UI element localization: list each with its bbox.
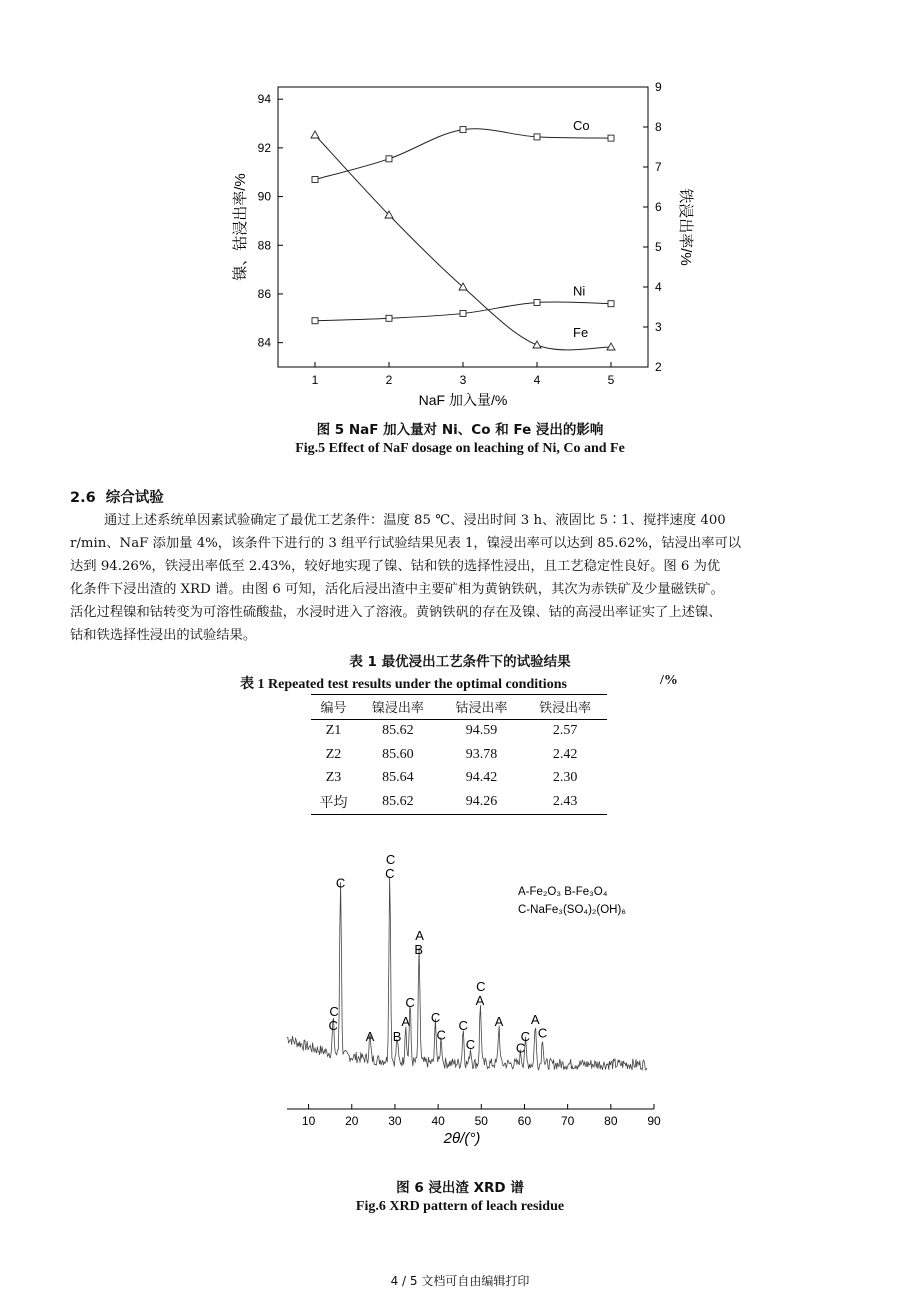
table-cell: 93.78	[465, 746, 498, 762]
table-cell: 94.42	[465, 770, 498, 786]
section-number: 2.6	[70, 490, 96, 506]
series-fe-point	[533, 341, 541, 348]
paragraph-line: 化条件下浸出渣的 XRD 谱。由图 6 可知，活化后浸出渣中主要矿相为黄钠铁矾，其次为赤铁矿及少量磁铁矿。	[70, 582, 724, 597]
fig5-y2-tick-label: 2	[655, 360, 662, 374]
fig5-x-tick-label: 4	[533, 373, 541, 387]
fig5-y2-tick-label: 8	[655, 120, 662, 134]
fig5-y2-tick-label: 6	[655, 200, 662, 214]
peak-label: C	[476, 979, 486, 995]
peak-label: C	[329, 1003, 339, 1019]
peak-label: A	[494, 1014, 504, 1029]
table-row	[311, 743, 607, 767]
table-cell: Z2	[325, 746, 342, 762]
fig5-caption-cn: 图 5 NaF 加入量对 Ni、Co 和 Fe 浸出的影响	[316, 422, 604, 438]
series-ni-label: Ni	[573, 283, 586, 299]
series-co-point	[312, 177, 318, 183]
peak-label: A	[415, 927, 424, 943]
table-header-cell: 编号	[311, 695, 356, 720]
table-cell: 85.64	[382, 770, 414, 786]
table-row	[311, 767, 607, 791]
table-header-row	[311, 695, 607, 720]
table-cell: 85.60	[382, 746, 414, 762]
fig5-markers	[311, 127, 615, 350]
fig6-x-tick-label: 90	[647, 1114, 661, 1128]
figure6-chart	[0, 851, 920, 1160]
fig5-y-axis-title: 镍、钴浸出率/%	[232, 173, 249, 281]
series-fe-label: Fe	[573, 325, 589, 340]
peak-label: C	[328, 1017, 338, 1033]
peak-label: B	[414, 941, 424, 957]
table1	[311, 694, 607, 815]
fig5-y-tick-label: 84	[257, 335, 271, 350]
series-ni-point	[534, 299, 540, 305]
paragraph-line: 通过上述系统单因素试验确定了最优工艺条件：温度 85 ℃、浸出时间 3 h、液固比 5∶1、搅拌速度 400	[104, 513, 726, 528]
fig5-y2-axis-title: 铁浸出率/%	[677, 188, 694, 266]
peak-label: C	[520, 1029, 531, 1045]
table-cell: 85.62	[356, 790, 440, 814]
fig5-y-tick-label: 94	[257, 92, 271, 107]
fig5-y2-tick-label: 3	[655, 320, 662, 334]
table-cell: 2.43	[523, 790, 607, 814]
table-cell: 2.30	[552, 770, 578, 786]
fig5-x-tick-label: 3	[459, 373, 467, 387]
fig5-x-tick-label: 5	[607, 373, 615, 387]
fig5-y2-tick-label: 9	[655, 80, 662, 94]
fig6-axes	[287, 1104, 661, 1128]
fig6-x-tick-label: 60	[517, 1114, 532, 1128]
fig6-x-tick-label: 20	[345, 1114, 359, 1128]
peak-label: C	[385, 851, 396, 867]
peak-label: C	[465, 1036, 476, 1052]
table-cell: Z3	[325, 770, 342, 786]
peak-label: A	[365, 1029, 375, 1045]
peak-label: C	[537, 1025, 548, 1041]
table-cell: 94.59	[465, 723, 498, 739]
fig6-peak-labels	[329, 852, 548, 1056]
section-paragraph	[70, 509, 870, 647]
series-fe-point	[607, 343, 615, 350]
fig6-x-tick-label: 30	[388, 1114, 402, 1128]
fig6-x-axis-title: 2θ/(°)	[443, 1130, 481, 1147]
peak-label: C	[335, 875, 346, 891]
series-co-point	[386, 156, 392, 162]
fig5-y-tick-label: 86	[257, 286, 271, 301]
table-cell: Z1	[325, 723, 342, 739]
table-row	[311, 719, 607, 743]
series-co-point	[460, 127, 466, 133]
peak-label: C	[436, 1027, 446, 1043]
table-cell: 2.57	[552, 723, 578, 739]
table-cell: 2.42	[552, 746, 578, 762]
series-ni-point	[312, 318, 318, 324]
section-heading	[70, 486, 164, 507]
peak-label: A	[530, 1012, 540, 1028]
fig5-series-labels	[573, 118, 590, 340]
peak-label: A	[475, 993, 485, 1009]
paragraph-line: 活化过程镍和钴转变为可溶性硫酸盐，水浸时进入了溶液。黄钠铁矾的存在及镍、钴的高浸出率证实了上述镍、	[70, 605, 722, 620]
section-title: 综合试验	[105, 490, 164, 506]
peak-label: C	[405, 995, 415, 1010]
page-footer: 4 / 5 文档可自由编辑打印	[390, 1274, 530, 1288]
legend-entry: A-Fe₂O₃ B-Fe₃O₄	[518, 886, 608, 898]
fig5-caption-en: Fig.5 Effect of NaF dosage on leaching of Ni, Co and Fe	[295, 441, 625, 456]
legend-entry: C-NaFe₃(SO₄)₂(OH)₆	[518, 904, 626, 916]
series-ni-point	[460, 310, 466, 316]
table-cell: 85.62	[382, 723, 414, 739]
peak-label: C	[458, 1017, 468, 1033]
peak-label: C	[430, 1010, 441, 1026]
table-header-cell: 镍浸出率	[356, 695, 440, 720]
paragraph-line: 钴和铁选择性浸出的试验结果。	[70, 628, 257, 643]
fig5-y-tick-label: 88	[257, 238, 271, 253]
fig6-x-tick-label: 10	[301, 1114, 316, 1128]
table-row	[311, 790, 607, 814]
fig5-x-tick-label: 2	[385, 373, 393, 387]
table-cell: 平均	[311, 790, 356, 814]
fig5-y-tick-label: 90	[257, 189, 271, 204]
series-co-point	[534, 134, 540, 140]
series-co-line	[315, 129, 611, 180]
fig6-x-tick-label: 40	[431, 1114, 445, 1128]
peak-label: A	[401, 1014, 411, 1029]
table1-unit: /%	[660, 673, 678, 688]
table1-title-en: 表 1 Repeated test results under the optimal conditions	[240, 677, 567, 692]
table1-title-cn: 表 1 最优浸出工艺条件下的试验结果	[349, 654, 571, 670]
series-fe-point	[311, 131, 319, 138]
table-header-cell: 铁浸出率	[523, 695, 607, 720]
fig5-x-tick-label: 1	[311, 373, 319, 387]
fig5-y-tick-label: 92	[257, 140, 271, 155]
fig5-axes	[258, 80, 662, 387]
peak-label: C	[385, 865, 395, 881]
fig6-x-tick-label: 70	[560, 1114, 575, 1128]
series-ni-point	[386, 315, 392, 321]
fig6-legend	[518, 886, 626, 916]
table-cell: 94.26	[440, 790, 524, 814]
paragraph-line: 达到 94.26%，铁浸出率低至 2.43%，较好地实现了镍、钴和铁的选择性浸出，且工艺稳定性良好。图 6 为优	[70, 559, 721, 574]
paragraph-line: r/min、NaF 添加量 4%，该条件下进行的 3 组平行试验结果见表 1，镍浸出率可以达到 85.62%，钴浸出率可以	[70, 536, 742, 551]
fig6-x-tick-label: 50	[474, 1114, 488, 1128]
series-co-label: Co	[573, 118, 590, 134]
fig5-y2-tick-label: 4	[655, 280, 662, 294]
fig5-y2-tick-label: 5	[655, 240, 662, 254]
fig5-x-axis-title: NaF 加入量/%	[418, 392, 508, 408]
fig6-x-tick-label: 80	[604, 1114, 618, 1128]
fig6-caption-cn: 图 6 浸出渣 XRD 谱	[396, 1180, 524, 1196]
peak-label: C	[515, 1040, 526, 1056]
series-co-point	[608, 135, 614, 141]
table-header-cell: 钴浸出率	[440, 695, 524, 720]
figure5-chart	[0, 0, 920, 415]
fig5-y2-tick-label: 7	[655, 160, 662, 174]
fig6-caption-en: Fig.6 XRD pattern of leach residue	[355, 1199, 565, 1214]
peak-label: B	[392, 1029, 402, 1045]
series-ni-point	[608, 301, 614, 307]
